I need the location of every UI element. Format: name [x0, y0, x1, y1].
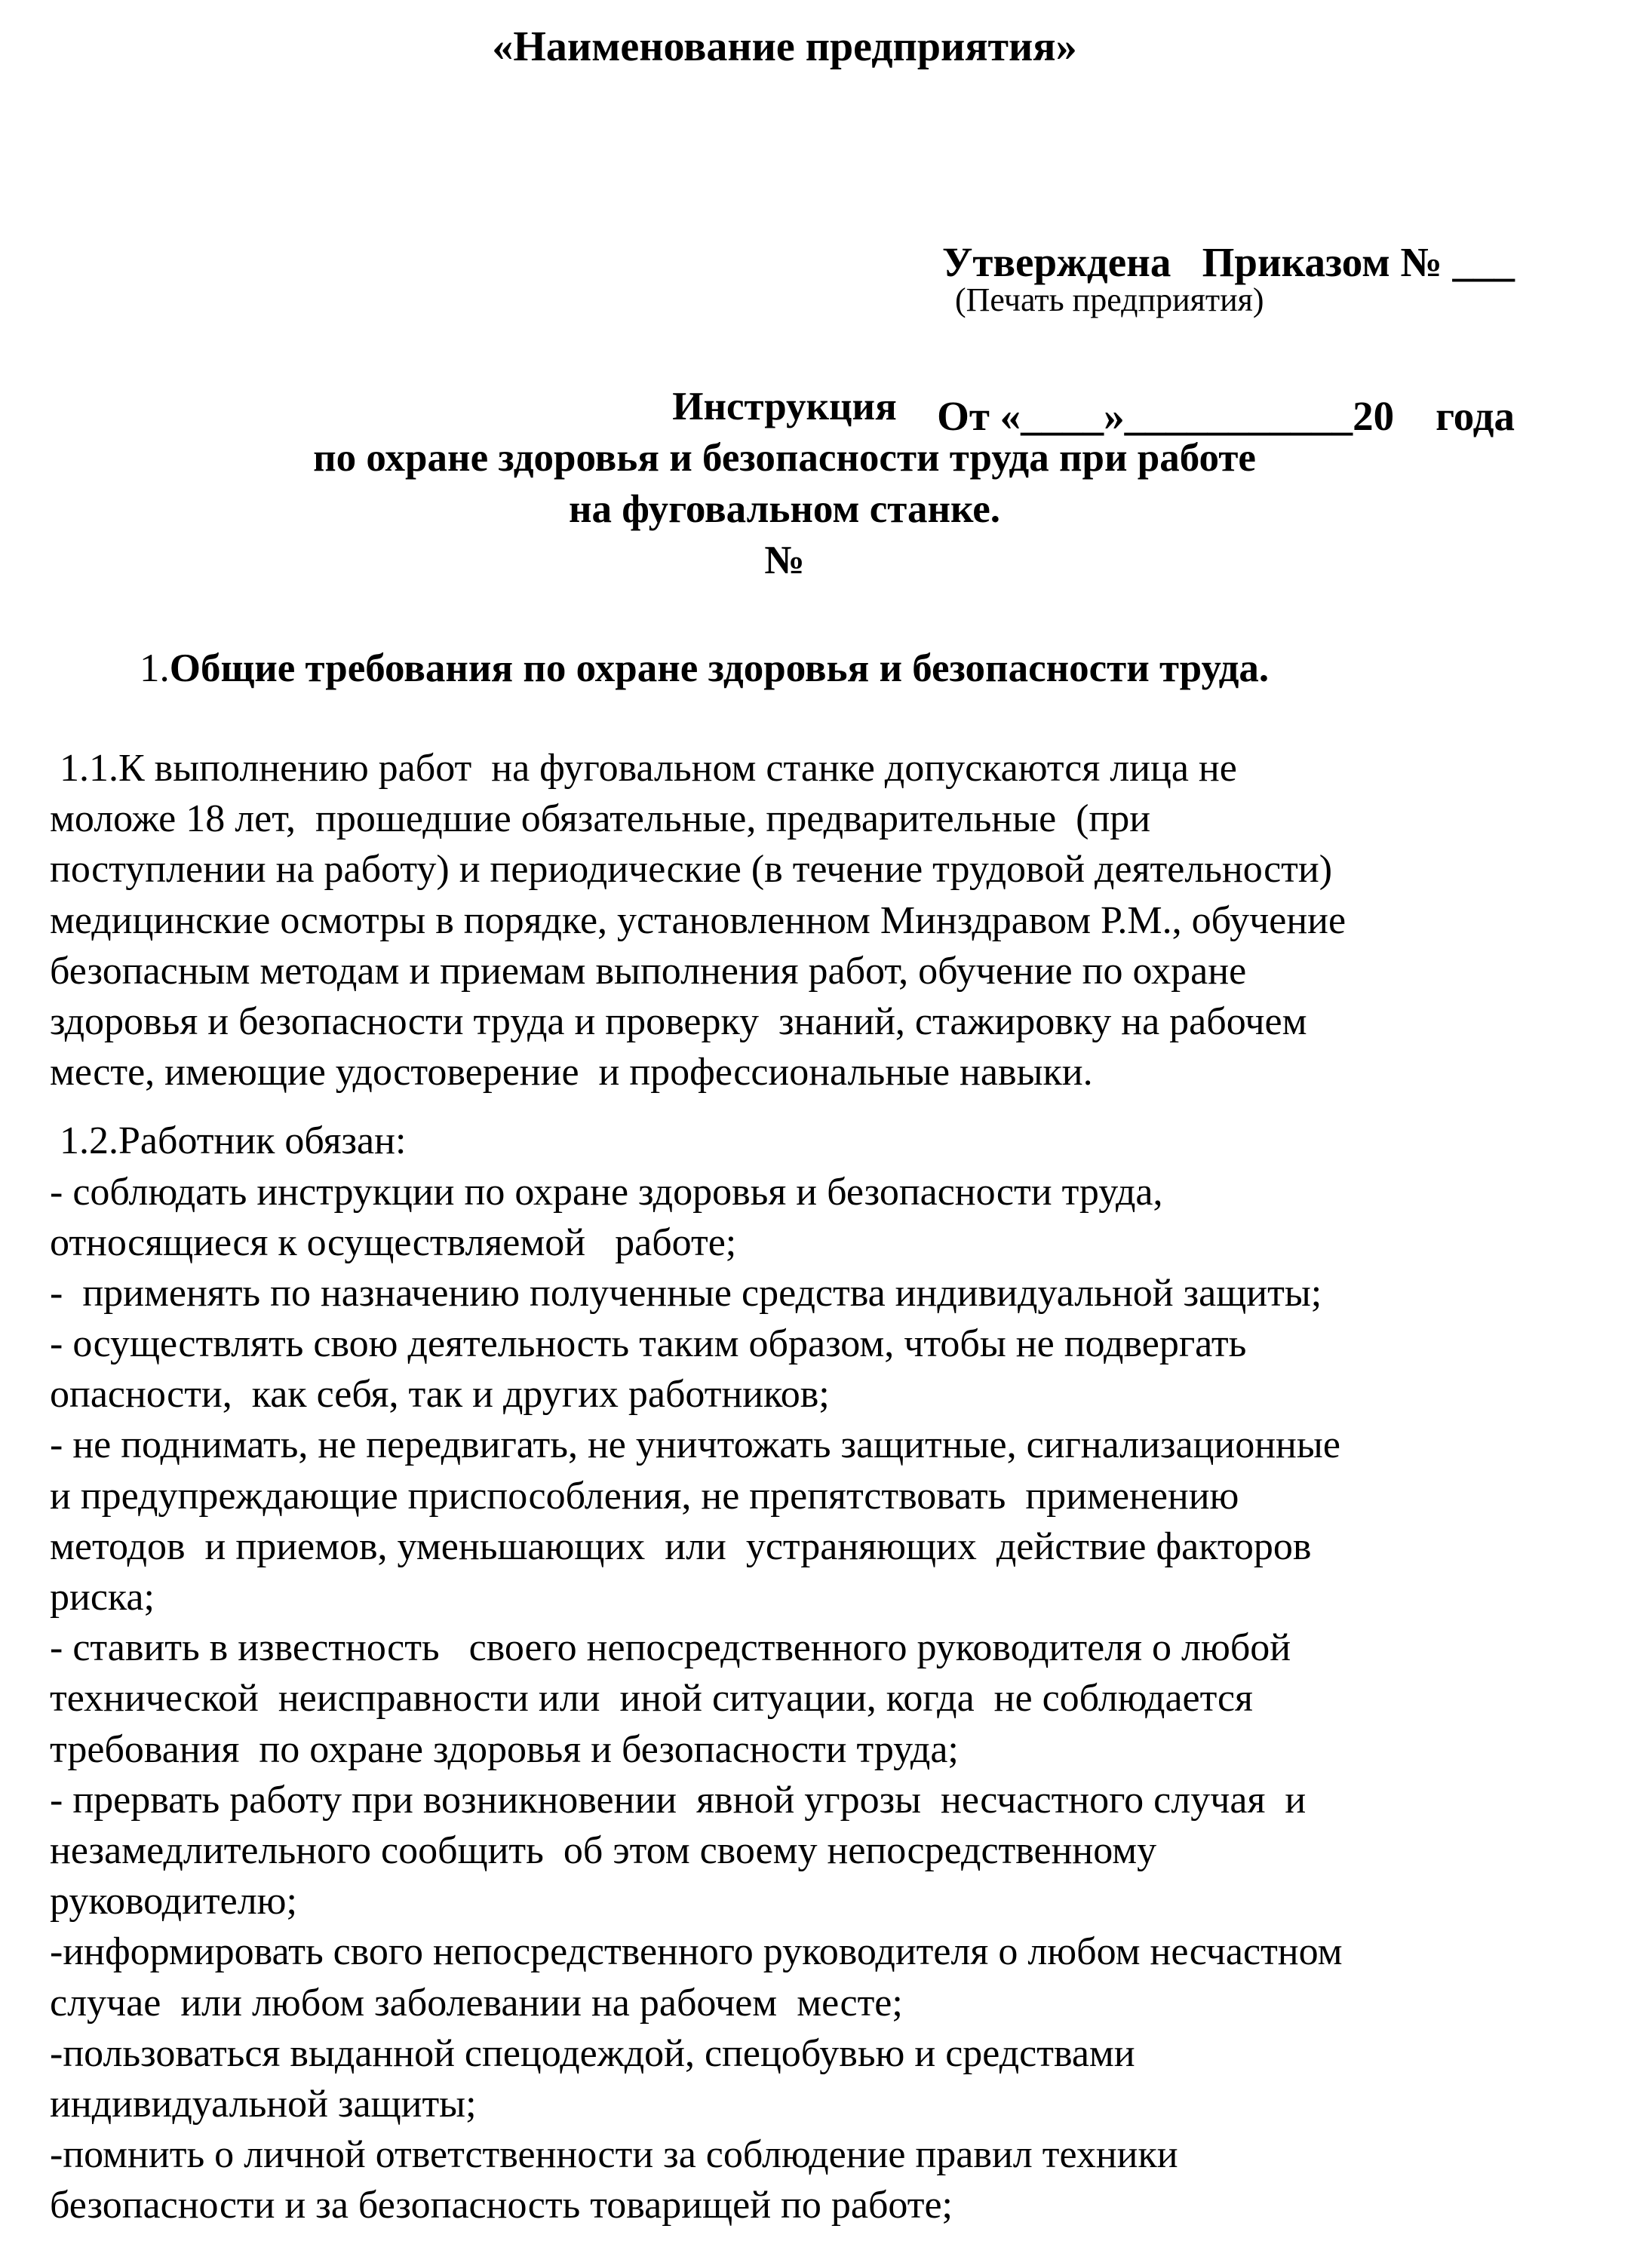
list-item-line: -помнить о личной ответственности за соблюдение правил техники	[50, 2133, 1178, 2177]
paragraph-line: моложе 18 лет, прошедшие обязательные, предварительные (при	[50, 797, 1151, 841]
list-item-line: - ставить в известность своего непосредственного руководителя о любой	[50, 1626, 1291, 1670]
list-item-line: незамедлительного сообщить об этом своему непосредственному	[50, 1828, 1157, 1872]
section-1-title: Общие требования по охране здоровья и безопасности труда.	[169, 646, 1270, 690]
list-item-line: - осуществлять свою деятельность таким образом, чтобы не подвергать	[50, 1322, 1247, 1366]
seal-label: (Печать предприятия)	[955, 281, 1264, 318]
title-line-2: по охране здоровья и безопасности труда при работе	[313, 436, 1256, 480]
title-line-1: Инструкция	[672, 385, 897, 428]
paragraph-line: медицинские осмотры в порядке, установленном Минздравом Р.М., обучение	[50, 898, 1346, 942]
list-item-line: случае или любом заболевании на рабочем месте;	[50, 1981, 903, 2025]
list-item-line: - прервать работу при возникновении явной угрозы несчастного случая и	[50, 1778, 1307, 1822]
section-1-number: 1.	[140, 646, 170, 690]
paragraph-line: 1.2.Работник обязан:	[50, 1119, 407, 1163]
list-item-line: требования по охране здоровья и безопасности труда;	[50, 1727, 959, 1771]
list-item-line: - соблюдать инструкции по охране здоровья и безопасности труда,	[50, 1170, 1163, 1214]
title-line-3: на фуговальном станке.	[568, 487, 1001, 531]
list-item-line: индивидуальной защиты;	[50, 2082, 477, 2126]
section-1-body	[50, 743, 1634, 2230]
list-item-line: технической неисправности или иной ситуации, когда не соблюдается	[50, 1677, 1253, 1721]
approval-order-line: Утверждена Приказом № ___	[941, 239, 1515, 285]
list-item-line: опасности, как себя, так и других работников;	[50, 1373, 830, 1417]
list-item-line: -пользоваться выданной спецодеждой, спецобувью и средствами	[50, 2031, 1135, 2075]
paragraph-line: месте, имеющие удостоверение и профессиональные навыки.	[50, 1051, 1093, 1094]
document-title	[0, 381, 1569, 586]
paragraph-line: безопасным методам и приемам выполнения работ, обучение по охране	[50, 949, 1247, 993]
list-item-line: методов и приемов, уменьшающих или устраняющих действие факторов	[50, 1524, 1312, 1568]
list-item-line: и предупреждающие приспособления, не препятствовать применению	[50, 1474, 1239, 1518]
approval-date-line: От «____»___________20 года	[937, 393, 1515, 439]
list-item-line: риска;	[50, 1576, 155, 1619]
list-item-line: относящиеся к осуществляемой работе;	[50, 1220, 737, 1264]
list-item-line: руководителю;	[50, 1880, 297, 1923]
organization-name: «Наименование предприятия»	[492, 23, 1077, 70]
section-1-heading	[140, 643, 1269, 694]
paragraph-1-2	[50, 1116, 1634, 2230]
paragraph-line: поступлении на работу) и периодические (в течение трудовой деятельности)	[50, 848, 1333, 892]
paragraph-line: 1.1.К выполнению работ на фуговальном станке допускаются лица не	[50, 747, 1237, 790]
paragraph-gap	[50, 1097, 1634, 1116]
list-item-line: - применять по назначению полученные средства индивидуальной защиты;	[50, 1271, 1322, 1315]
list-item-line: -информировать свого непосредственного руководителя о любом несчастном	[50, 1930, 1343, 1974]
paragraph-line: здоровья и безопасности труда и проверку знаний, стажировку на рабочем	[50, 999, 1307, 1043]
list-item-line: безопасности и за безопасность товарищей по работе;	[50, 2184, 953, 2227]
paragraph-1-1	[50, 743, 1634, 1097]
list-item-line: - не поднимать, не передвигать, не уничтожать защитные, сигнализационные	[50, 1423, 1340, 1467]
title-line-4: №	[764, 539, 805, 582]
